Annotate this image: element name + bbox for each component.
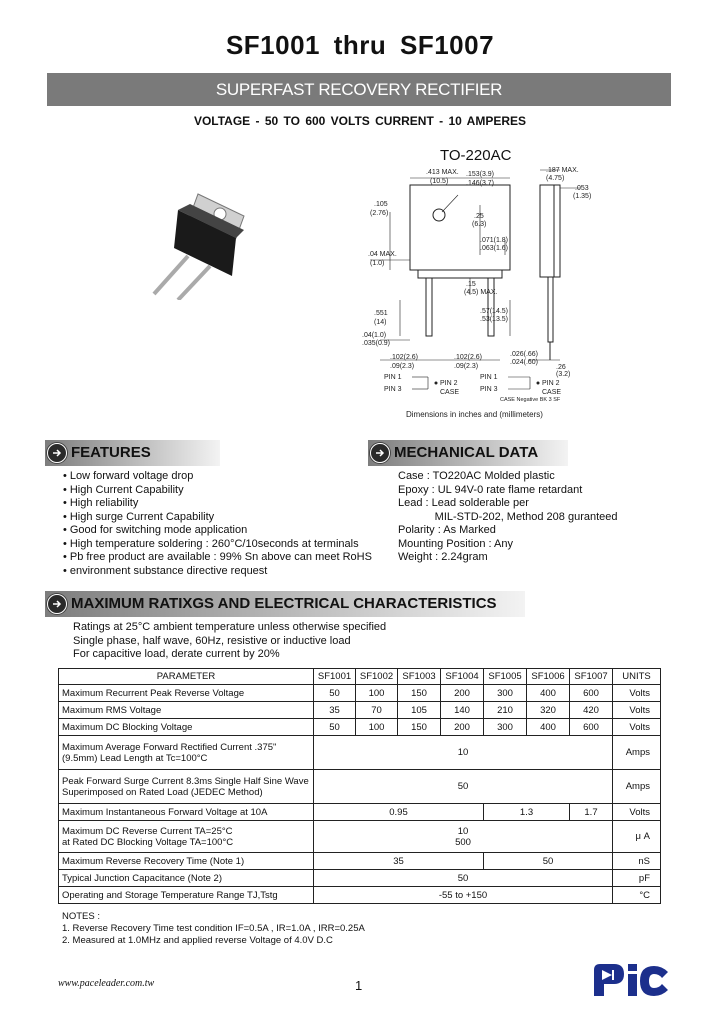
page-title: SF1001 thru SF1007 — [225, 30, 495, 60]
dim-text: (4.75) — [546, 175, 565, 182]
header-cell: SF1004 — [441, 669, 484, 685]
param-cell — [59, 736, 314, 770]
case-note: CASE Negative BK 3 SF — [500, 397, 561, 403]
pin-label: PIN 3 — [480, 386, 498, 393]
table-row — [59, 821, 661, 853]
dim-text: .102(2.6) — [390, 354, 419, 361]
value-cell: 600 — [570, 685, 613, 702]
list-item: • environment substance directive request — [63, 565, 372, 579]
dim-text: .15 — [466, 281, 476, 288]
value-cell: 300 — [484, 685, 527, 702]
table-row — [59, 853, 661, 870]
value-cell: 200 — [441, 719, 484, 736]
condition-line: Single phase, half wave, 60Hz, resistive or inductive load — [73, 634, 351, 647]
header-cell: SF1002 — [356, 669, 398, 685]
table-row — [59, 736, 661, 770]
dim-text: .09(2.3) — [454, 363, 479, 370]
table-row — [59, 770, 661, 804]
list-item: • Good for switching mode application — [63, 524, 372, 538]
table-row — [59, 685, 661, 702]
unit-cell: Amps — [613, 736, 661, 770]
value-cell: 70 — [356, 702, 398, 719]
param-cell: Maximum Reverse Recovery Time (Note 1) — [59, 853, 314, 870]
value-cell: 105 — [398, 702, 441, 719]
rating-conditions — [73, 621, 386, 662]
value-cell: 150 — [398, 685, 441, 702]
dim-text: .57(14.5) — [480, 308, 509, 315]
param-line: Maximum DC Reverse Current TA=25°C — [62, 825, 233, 837]
dim-text: .102(2.6) — [454, 354, 483, 361]
list-item: • High temperature soldering : 260°C/10seconds at terminals — [63, 538, 372, 552]
value-cell: 200 — [441, 685, 484, 702]
section-label: MECHANICAL DATA — [394, 444, 539, 461]
header-cell: SF1007 — [570, 669, 613, 685]
table-row — [59, 804, 661, 821]
value-cell: 50 — [314, 685, 356, 702]
mech-line: Weight : 2.24gram — [398, 551, 488, 563]
dim-text: .26 — [556, 364, 566, 371]
value-cell: 400 — [527, 719, 570, 736]
unit-cell: Volts — [613, 804, 661, 821]
dim-text: .04(1.0) — [362, 332, 387, 339]
note-line: 2. Measured at 1.0MHz and applied reverse Voltage of 4.0V D.C — [62, 935, 333, 946]
value-cell: 100 — [356, 719, 398, 736]
value-cell: 50 — [314, 719, 356, 736]
pin-label: PIN 1 — [384, 374, 402, 381]
value-cell: 140 — [441, 702, 484, 719]
dim-text: (14) — [374, 319, 387, 326]
dim-text: .187 MAX. — [546, 167, 579, 174]
dim-text: .09(2.3) — [390, 363, 415, 370]
dim-text: .024(.60) — [510, 359, 539, 366]
value-cell: 100 — [356, 685, 398, 702]
condition-line: For capacitive load, derate current by 20% — [73, 648, 280, 660]
header-cell: SF1001 — [314, 669, 356, 685]
value-cell: 1.7 — [570, 804, 613, 821]
header-cell: SF1005 — [484, 669, 527, 685]
param-cell: Typical Junction Capacitance (Note 2) — [59, 870, 314, 887]
param-line: Maximum Average Forward Rectified Current .375" — [62, 741, 277, 753]
arrow-right-icon — [370, 443, 390, 463]
dim-text: .026(.66) — [510, 351, 539, 358]
value-line: 500 — [455, 836, 471, 848]
dim-text: .063(1.6) — [480, 245, 509, 252]
dim-text: (2.76) — [370, 210, 389, 217]
header-cell: SF1006 — [527, 669, 570, 685]
dim-text: (3.2) — [556, 371, 571, 378]
param-cell — [59, 770, 314, 804]
arrow-right-icon — [47, 594, 67, 614]
package-name: TO-220AC — [440, 147, 512, 164]
table-row — [59, 719, 661, 736]
value-cell: 10 — [314, 736, 613, 770]
dim-text: (1.35) — [573, 193, 592, 200]
mech-line: Mounting Position : Any — [398, 537, 513, 550]
note-line: NOTES : — [62, 911, 101, 922]
company-url[interactable]: www.paceleader.com.tw — [58, 978, 155, 989]
value-cell: 300 — [484, 719, 527, 736]
dim-text: (10.5) — [430, 178, 449, 185]
dim-text: .53(13.5) — [480, 316, 509, 323]
dim-text: (6.3) — [472, 221, 487, 228]
table-notes — [62, 911, 365, 947]
dim-text: .413 MAX. — [426, 169, 459, 176]
pin-label: PIN 3 — [384, 386, 402, 393]
pin-label: CASE — [440, 389, 460, 396]
features-list — [63, 470, 372, 578]
product-banner: SUPERFAST RECOVERY RECTIFIER — [47, 73, 671, 106]
value-cell: 150 — [398, 719, 441, 736]
mech-line: Polarity : As Marked — [398, 524, 496, 536]
param-line: Superimposed on Rated Load (JEDEC Method) — [62, 786, 263, 798]
value-line: 10 — [457, 825, 469, 837]
dim-text: .153(3.9) — [466, 171, 495, 178]
list-item: • Low forward voltage drop — [63, 470, 372, 484]
pin-label: CASE — [542, 389, 562, 396]
value-cell: 1.3 — [484, 804, 570, 821]
header-cell: UNITS — [613, 669, 661, 685]
mechanical-heading — [368, 440, 568, 466]
table-row — [59, 702, 661, 719]
mech-line: Case : TO220AC Molded plastic — [398, 470, 555, 482]
table-row — [59, 887, 661, 904]
list-item: • Pb free product are available : 99% Sn above can meet RoHS — [63, 551, 372, 565]
condition-line: Ratings at 25°C ambient temperature unless otherwise specified — [73, 621, 387, 633]
value-cell: 420 — [570, 702, 613, 719]
param-cell: Maximum Recurrent Peak Reverse Voltage — [59, 685, 314, 702]
value-cell — [314, 821, 613, 853]
list-item: • High Current Capability — [63, 484, 372, 498]
unit-cell: pF — [613, 870, 661, 887]
list-item: • High reliability — [63, 497, 372, 511]
dim-text: .551 — [374, 310, 388, 317]
param-line: at Rated DC Blocking Voltage TA=100°C — [62, 836, 234, 848]
param-cell — [59, 821, 314, 853]
dimension-caption: Dimensions in inches and (millimeters) — [406, 410, 543, 419]
dim-text: .071(1.8) — [480, 237, 509, 244]
pin-label: PIN 1 — [480, 374, 498, 381]
unit-cell: Volts — [613, 702, 661, 719]
arrow-right-icon — [47, 443, 67, 463]
dim-text: (1.0) — [370, 260, 385, 267]
param-cell: Operating and Storage Temperature Range TJ,Tstg — [59, 887, 314, 904]
unit-cell: Volts — [613, 685, 661, 702]
mechanical-data — [398, 470, 618, 565]
note-line: 1. Reverse Recovery Time test condition IF=0.5A , IR=1.0A , IRR=0.25A — [62, 923, 365, 934]
value-cell: 35 — [314, 853, 484, 870]
value-cell: 320 — [527, 702, 570, 719]
param-cell: Maximum DC Blocking Voltage — [59, 719, 314, 736]
table-row — [59, 870, 661, 887]
table-header-row — [59, 669, 661, 685]
page-number: 1 — [355, 978, 363, 993]
unit-cell: nS — [613, 853, 661, 870]
header-cell: SF1003 — [398, 669, 441, 685]
pin-label: PIN 2 — [542, 380, 560, 387]
value-cell: 35 — [314, 702, 356, 719]
value-cell: 600 — [570, 719, 613, 736]
list-item: • High surge Current Capability — [63, 511, 372, 525]
dim-text: .04 MAX. — [368, 251, 397, 258]
mech-line: MIL-STD-202, Method 208 guranteed — [398, 510, 618, 523]
value-cell: -55 to +150 — [314, 887, 613, 904]
pin-label: PIN 2 — [440, 380, 458, 387]
rating-subtitle: VOLTAGE - 50 TO 600 VOLTS CURRENT - 10 AMPERES — [193, 114, 527, 128]
component-photo — [140, 190, 250, 300]
dim-text: .053 — [575, 185, 589, 192]
unit-cell: °C — [613, 887, 661, 904]
pic-logo — [592, 962, 672, 998]
ratings-heading — [45, 591, 525, 617]
dim-text: (4.5) MAX. — [464, 289, 498, 296]
section-label: MAXIMUM RATIXGS AND ELECTRICAL CHARACTERISTICS — [71, 595, 497, 612]
section-label: FEATURES — [71, 444, 151, 461]
unit-cell: Volts — [613, 719, 661, 736]
features-heading — [45, 440, 220, 466]
dim-text: .035(0.9) — [362, 340, 391, 347]
param-line: Peak Forward Surge Current 8.3ms Single Half Sine Wave — [62, 775, 309, 787]
unit-cell: Amps — [613, 770, 661, 804]
param-cell: Maximum Instantaneous Forward Voltage at 10A — [59, 804, 314, 821]
dim-text: .25 — [474, 213, 484, 220]
package-outline-drawing — [360, 160, 610, 420]
header-cell: PARAMETER — [59, 669, 314, 685]
unit-cell: μ A — [613, 821, 661, 853]
param-cell: Maximum RMS Voltage — [59, 702, 314, 719]
mech-line: Lead : Lead solderable per — [398, 497, 529, 509]
value-cell: 50 — [484, 853, 613, 870]
mech-line: Epoxy : UL 94V-0 rate flame retardant — [398, 483, 583, 496]
value-cell: 0.95 — [314, 804, 484, 821]
value-cell: 50 — [314, 870, 613, 887]
value-cell: 50 — [314, 770, 613, 804]
dim-text: .105 — [374, 201, 388, 208]
value-cell: 210 — [484, 702, 527, 719]
param-line: (9.5mm) Lead Length at Tc=100°C — [62, 752, 208, 764]
dim-text: .146(3.7) — [466, 180, 495, 187]
value-cell: 400 — [527, 685, 570, 702]
characteristics-table — [58, 668, 661, 904]
